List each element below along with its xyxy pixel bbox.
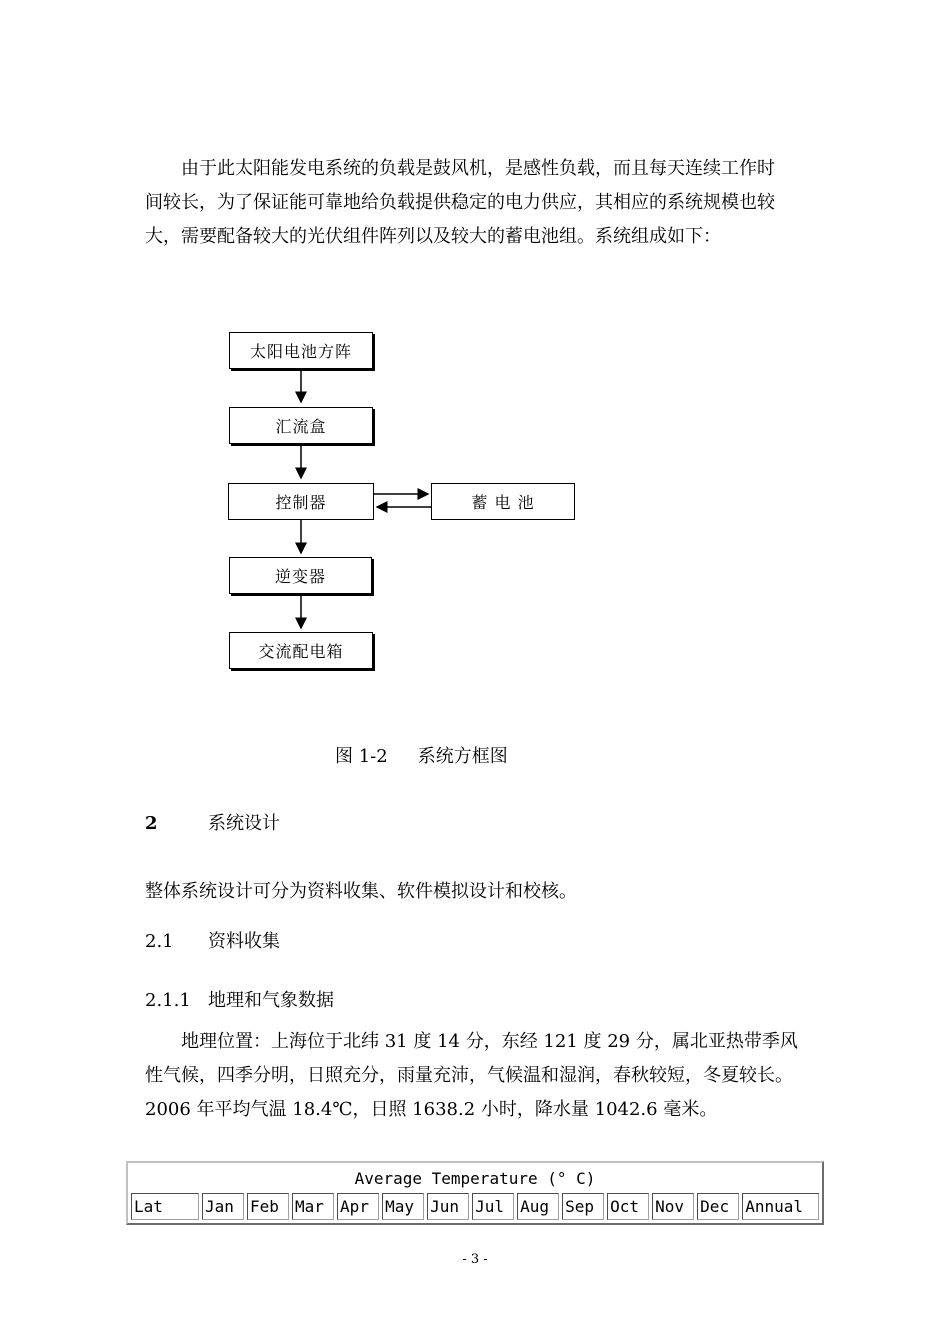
header-dec: Dec	[697, 1193, 739, 1220]
section-title: 地理和气象数据	[208, 990, 334, 1011]
figure-caption	[335, 742, 508, 768]
header-nov: Nov	[652, 1193, 694, 1220]
table-title: Average Temperature (° C)	[354, 1168, 596, 1188]
geo-line-1: 地理位置：上海位于北纬 31 度 14 分，东经 121 度 29 分，属北亚热带季风	[181, 1031, 798, 1052]
battery-block: 蓄 电 池	[431, 483, 575, 520]
average-temperature-table	[126, 1161, 824, 1225]
ac-distribution-block: 交流配电箱	[229, 632, 373, 669]
section-number: 2	[145, 813, 158, 834]
table-title-row	[131, 1166, 819, 1190]
intro-line-3: 大，需要配备较大的光伏组件阵列以及较大的蓄电池组。系统组成如下：	[145, 226, 721, 247]
header-sep: Sep	[562, 1193, 604, 1220]
header-jul: Jul	[472, 1193, 514, 1220]
geo-line-3: 2006 年平均气温 18.4℃，日照 1638.2 小时，降水量 1042.6 毫米。	[145, 1099, 718, 1120]
header-feb: Feb	[247, 1193, 289, 1220]
controller-block: 控制器	[228, 483, 374, 520]
section-number: 2.1.1	[145, 990, 191, 1011]
section-2-heading	[145, 812, 280, 836]
section-2-body: 整体系统设计可分为资料收集、软件模拟设计和校核。	[145, 881, 577, 902]
header-aug: Aug	[517, 1193, 559, 1220]
section-number: 2.1	[145, 931, 174, 952]
figure-title: 系统方框图	[417, 746, 508, 767]
header-lat: Lat	[131, 1193, 199, 1220]
geo-line-2: 性气候，四季分明，日照充分，雨量充沛，气候温和湿润，春秋较短，冬夏较长。	[145, 1065, 793, 1086]
header-apr: Apr	[337, 1193, 379, 1220]
header-jan: Jan	[202, 1193, 244, 1220]
section-title: 系统设计	[208, 813, 280, 834]
header-jun: Jun	[427, 1193, 469, 1220]
header-may: May	[382, 1193, 424, 1220]
figure-number: 图 1-2	[335, 746, 388, 767]
intro-line-1: 由于此太阳能发电系统的负载是鼓风机，是感性负载，而且每天连续工作时	[181, 158, 775, 179]
header-mar: Mar	[292, 1193, 334, 1220]
combiner-box-block: 汇流盒	[229, 407, 373, 444]
geo-paragraph	[145, 1025, 810, 1127]
header-oct: Oct	[607, 1193, 649, 1220]
inverter-block: 逆变器	[229, 557, 372, 594]
page-number: - 3 -	[462, 1252, 488, 1267]
section-title: 资料收集	[208, 931, 280, 952]
table-header-row	[131, 1193, 819, 1220]
header-annual: Annual	[742, 1193, 819, 1220]
solar-array-block: 太阳电池方阵	[229, 332, 373, 369]
section-2-1-heading	[145, 930, 280, 954]
intro-line-2: 间较长，为了保证能可靠地给负载提供稳定的电力供应，其相应的系统规模也较	[145, 192, 775, 213]
section-2-1-1-heading	[145, 989, 334, 1013]
